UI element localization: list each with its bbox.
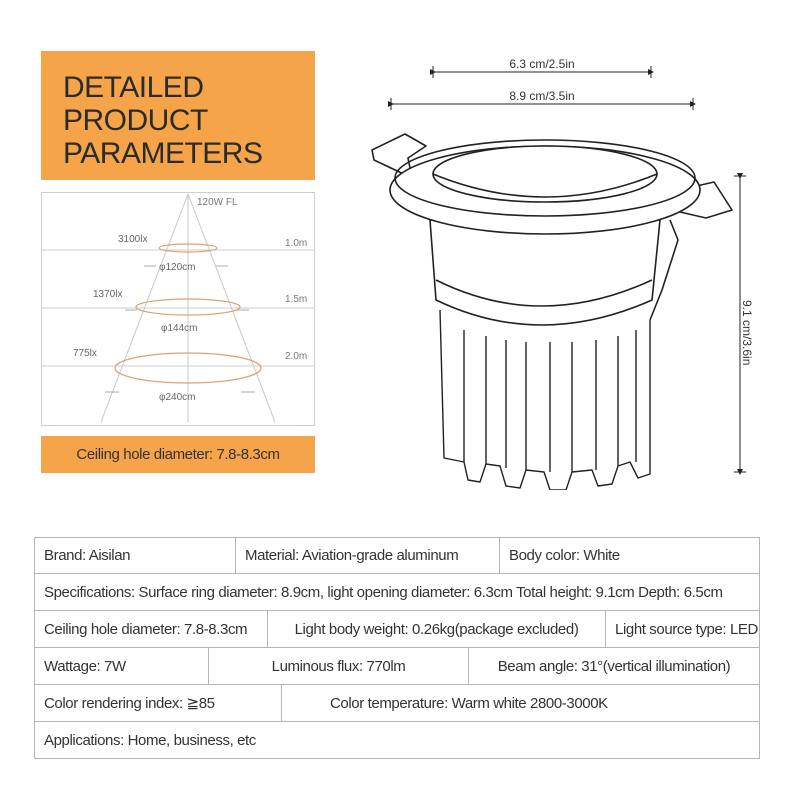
spec-luminous-flux: Luminous flux: 770lm [208, 648, 468, 684]
lux-label-3: 775lx [73, 348, 97, 359]
spec-row [34, 537, 760, 574]
beam-grid [41, 193, 315, 426]
distance-label-3: 2.0m [285, 351, 308, 362]
spec-row [34, 685, 760, 722]
spec-cri: Color rendering index: ≧85 [44, 695, 215, 712]
ceiling-hole-banner [41, 436, 315, 473]
opening-dimension-label: 6.3 cm/2.5in [509, 57, 575, 71]
spec-row [34, 611, 760, 648]
spec-beam-angle: Beam angle: 31°(vertical illumination) [468, 648, 759, 684]
diameter-label-3: φ240cm [159, 392, 196, 403]
spec-body-color: Body color: White [499, 538, 759, 573]
lamp-body [372, 134, 732, 490]
beam-model-label: 120W FL [197, 197, 238, 208]
ceiling-hole-text: Ceiling hole diameter: 7.8-8.3cm [76, 446, 280, 463]
title-line-2: PRODUCT [63, 104, 208, 137]
spec-row [34, 648, 760, 685]
spec-material: Material: Aviation-grade aluminum [235, 538, 499, 573]
beam-diagram [41, 186, 315, 426]
spec-ceiling-hole: Ceiling hole diameter: 7.8-8.3cm [44, 620, 248, 638]
ring-dimension-label: 8.9 cm/3.5in [509, 89, 575, 103]
lux-label-2: 1370lx [93, 289, 123, 300]
spec-brand: Brand: Aisilan [44, 547, 131, 564]
spec-color-temperature: Color temperature: Warm white 2800-3000K [281, 685, 759, 721]
title-line-3: PARAMETERS [63, 137, 263, 170]
spec-wattage: Wattage: 7W [44, 657, 126, 675]
spec-row [34, 574, 760, 611]
height-dimension [734, 176, 754, 472]
height-dimension-label: 9.1 cm/3.6in [740, 300, 754, 366]
ring-dimension [391, 89, 693, 110]
spec-table [34, 537, 760, 759]
spec-row [34, 722, 760, 759]
title-banner [41, 51, 315, 180]
spec-specifications: Specifications: Surface ring diameter: 8.9cm, light opening diameter: 6.3cm Total height: 9.1cm Depth: 6.5cm [44, 583, 723, 601]
diameter-label-2: φ144cm [161, 323, 198, 334]
diameter-label-1: φ120cm [159, 262, 196, 273]
opening-dimension [433, 57, 651, 78]
spec-weight: Light body weight: 0.26kg(package excluded) [267, 611, 605, 647]
distance-label-1: 1.0m [285, 238, 308, 249]
spec-applications: Applications: Home, business, etc [44, 731, 256, 749]
distance-label-2: 1.5m [285, 294, 308, 305]
spec-light-source: Light source type: LED [605, 611, 759, 647]
lux-label-1: 3100lx [118, 234, 148, 245]
downlight-drawing [360, 50, 770, 490]
title-line-1: DETAILED [63, 71, 204, 104]
